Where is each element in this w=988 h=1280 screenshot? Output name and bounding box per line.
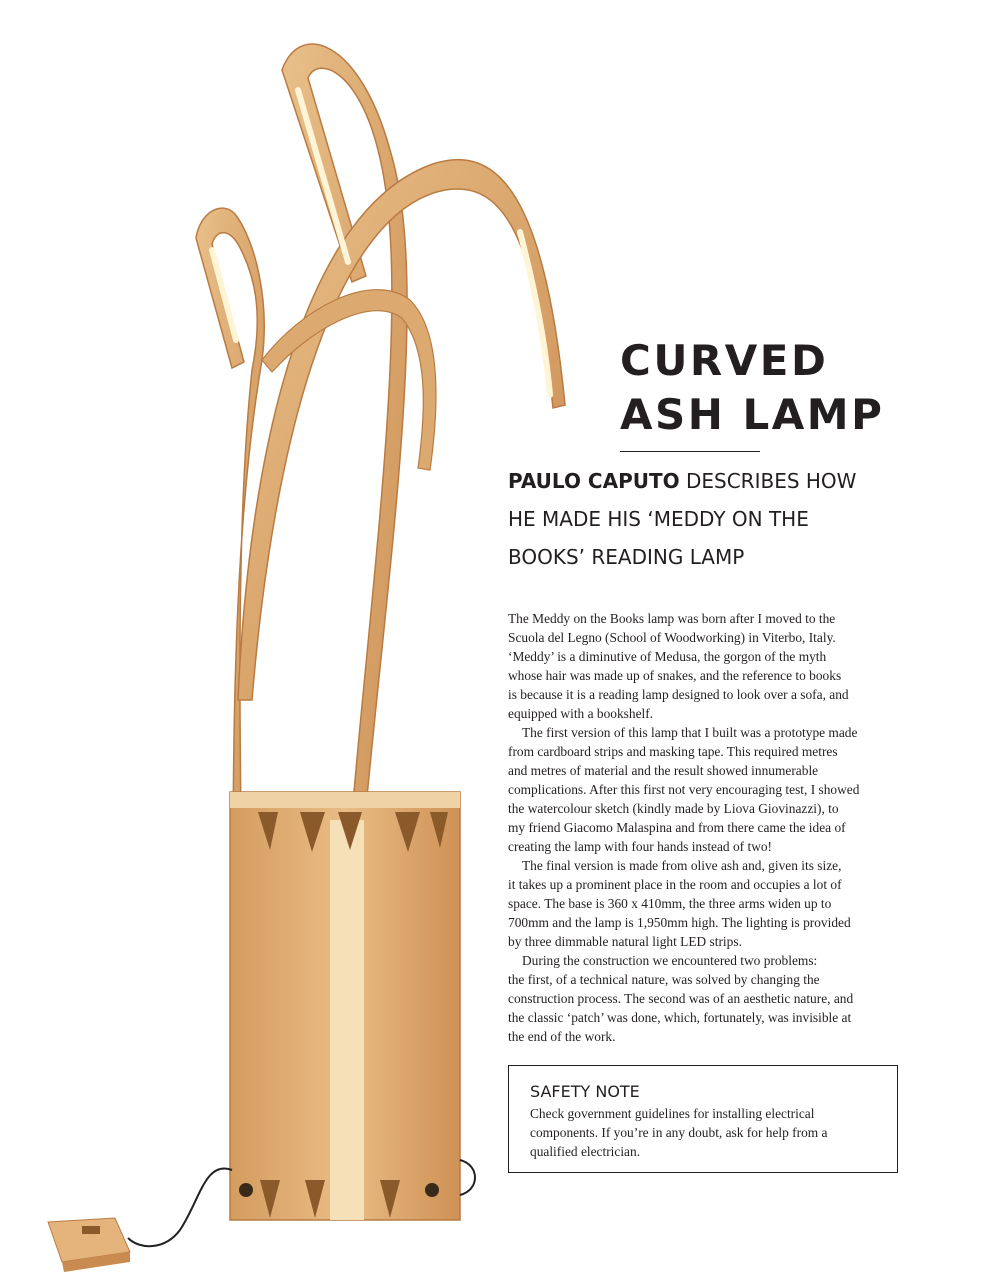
body-line: is because it is a reading lamp designed to look over a sofa, and <box>508 687 849 702</box>
body-paragraph <box>508 723 908 856</box>
author-name: PAULO CAPUTO <box>508 469 680 493</box>
safety-note-line: qualified electrician. <box>530 1144 641 1159</box>
article-title-line: ASH LAMP <box>620 390 885 439</box>
body-line: construction process. The second was of an aesthetic nature, and <box>508 991 854 1006</box>
body-line: my friend Giacomo Malaspina and from there came the idea of <box>508 820 846 835</box>
body-line: from cardboard strips and masking tape. This required metres <box>508 744 838 759</box>
safety-note-line: components. If you’re in any doubt, ask for help from a <box>530 1125 828 1140</box>
body-paragraph <box>508 609 908 723</box>
body-line: it takes up a prominent place in the room and occupies a lot of <box>508 877 842 892</box>
body-line: 700mm and the lamp is 1,950mm high. The lighting is provided <box>508 915 851 930</box>
article-body <box>508 609 908 1046</box>
body-line: the watercolour sketch (kindly made by Liova Giovinazzi), to <box>508 801 839 816</box>
article-title <box>620 334 884 442</box>
dimmer-block <box>48 1218 130 1272</box>
body-line: whose hair was made up of snakes, and the reference to books <box>508 668 842 683</box>
body-paragraph <box>508 951 908 1046</box>
body-line: the first, of a technical nature, was solved by changing the <box>508 972 820 987</box>
body-line: During the construction we encountered two problems: <box>522 953 818 968</box>
lamp-base <box>230 792 460 1220</box>
safety-note-heading: SAFETY NOTE <box>530 1082 640 1101</box>
article-title-line: CURVED <box>620 336 829 385</box>
led-strip <box>298 90 348 262</box>
safety-note-text <box>530 1104 877 1161</box>
standfirst-line: BOOKS’ READING LAMP <box>508 545 745 569</box>
body-line: complications. After this first not very encouraging test, I showed <box>508 782 860 797</box>
safety-note-box <box>508 1065 898 1173</box>
safety-note-line: Check government guidelines for installing electrical <box>530 1106 815 1121</box>
body-line: equipped with a bookshelf. <box>508 706 654 721</box>
body-line: by three dimmable natural light LED strips. <box>508 934 742 949</box>
standfirst-line <box>508 462 928 500</box>
lamp-switch <box>239 1183 253 1197</box>
lamp-socket <box>425 1183 439 1197</box>
title-divider <box>620 451 760 452</box>
body-line: the end of the work. <box>508 1029 616 1044</box>
standfirst-text: DESCRIBES HOW <box>679 469 857 493</box>
body-paragraph <box>508 856 908 951</box>
body-line: ‘Meddy’ is a diminutive of Medusa, the gorgon of the myth <box>508 649 827 664</box>
body-line: The Meddy on the Books lamp was born after I moved to the <box>508 611 836 626</box>
body-line: and metres of material and the result showed innumerable <box>508 763 819 778</box>
body-line: space. The base is 360 x 410mm, the three arms widen up to <box>508 896 832 911</box>
body-line: Scuola del Legno (School of Woodworking) in Viterbo, Italy. <box>508 630 836 645</box>
article-standfirst <box>508 462 928 576</box>
standfirst-line: HE MADE HIS ‘MEDDY ON THE <box>508 507 809 531</box>
body-line: The final version is made from olive ash and, given its size, <box>522 858 842 873</box>
lamp-base-light-panel <box>330 820 364 1220</box>
body-line: The first version of this lamp that I built was a prototype made <box>522 725 858 740</box>
body-line: the classic ‘patch’ was done, which, fortunately, was invisible at <box>508 1010 852 1025</box>
body-line: creating the lamp with four hands instead of two! <box>508 839 773 854</box>
